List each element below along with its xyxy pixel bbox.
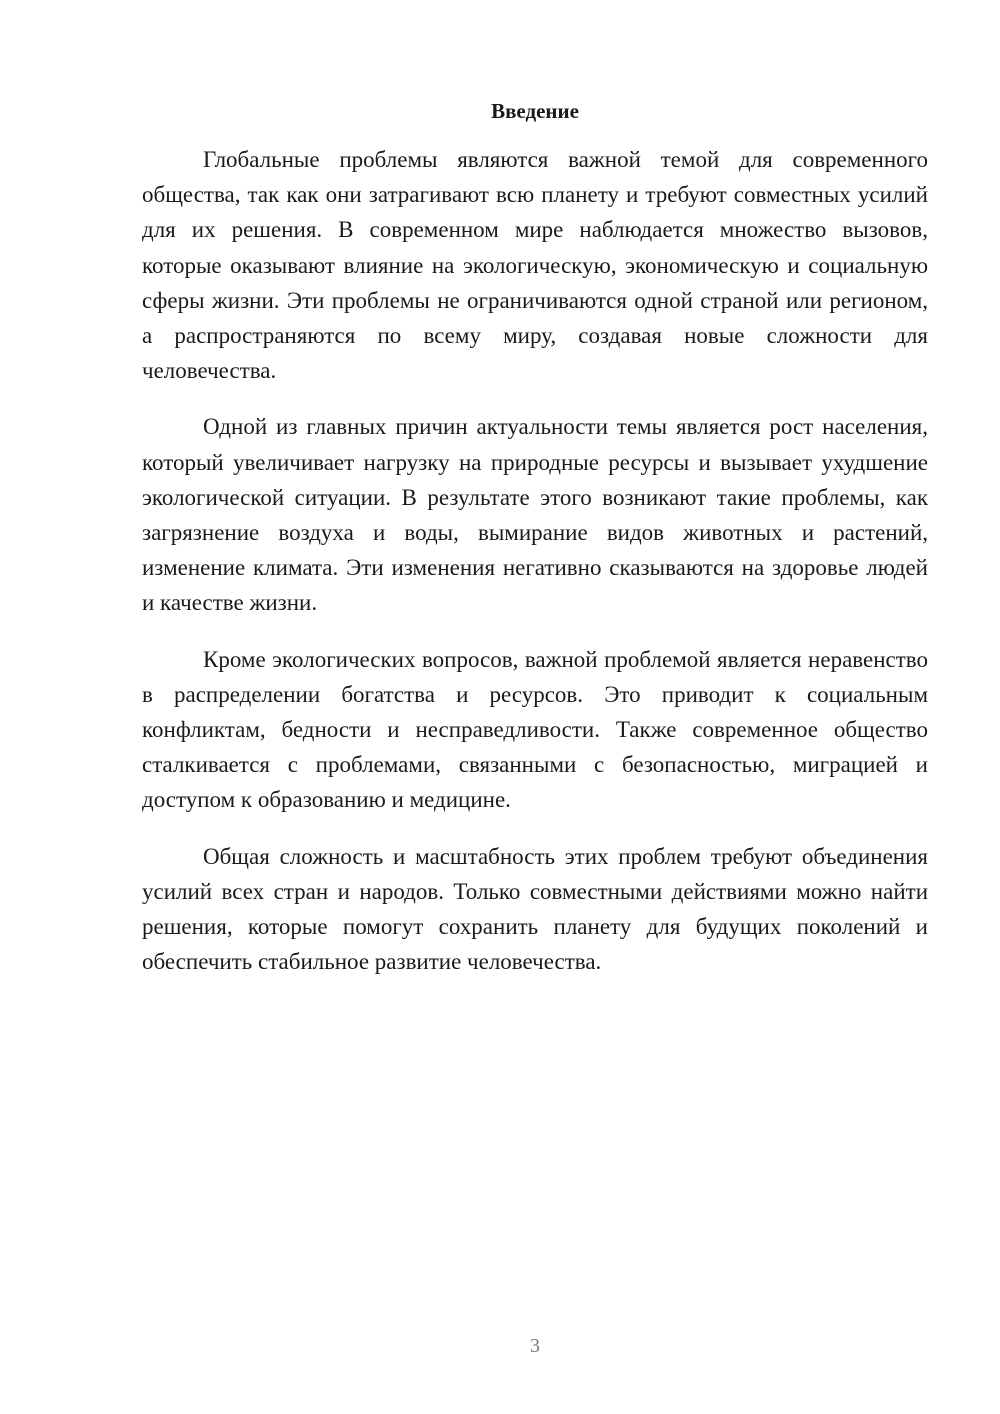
- paragraph: Глобальные проблемы являются важной темой для современного общества, так как они затрагивают всю планету и требуют совместных усилий для их решения. В современном мире наблюдается множество вызовов, которые оказывают влияние на экологическую, экономическую и социальную сферы жизни. Эти проблемы не ограничиваются одной страной или регионом, а распространяются по всему миру, создавая новые сложности для человечества.: [142, 147, 928, 384]
- paragraph: Общая сложность и масштабность этих проблем требуют объединения усилий всех стран и народов. Только совместными действиями можно найти решения, которые помогут сохранить планету для будущих поколений и обеспечить стабильное развитие человечества.: [142, 843, 928, 975]
- section-heading: Введение: [491, 99, 579, 123]
- body-text: [142, 142, 928, 1000]
- page-number: 3: [530, 1335, 540, 1357]
- paragraph: Одной из главных причин актуальности темы является рост населения, который увеличивает нагрузку на природные ресурсы и вызывает ухудшение экологической ситуации. В результате этого возникают такие проблемы, как загрязнение воздуха и воды, вымирание видов животных и растений, изменение климата. Эти изменения негативно сказываются на здоровье людей и качестве жизни.: [142, 414, 928, 616]
- paragraph: Кроме экологических вопросов, важной проблемой является неравенство в распределении богатства и ресурсов. Это приводит к социальным конфликтам, бедности и несправедливости. Также современное общество сталкивается с проблемами, связанными с безопасностью, миграцией и доступом к образованию и медицине.: [142, 646, 928, 813]
